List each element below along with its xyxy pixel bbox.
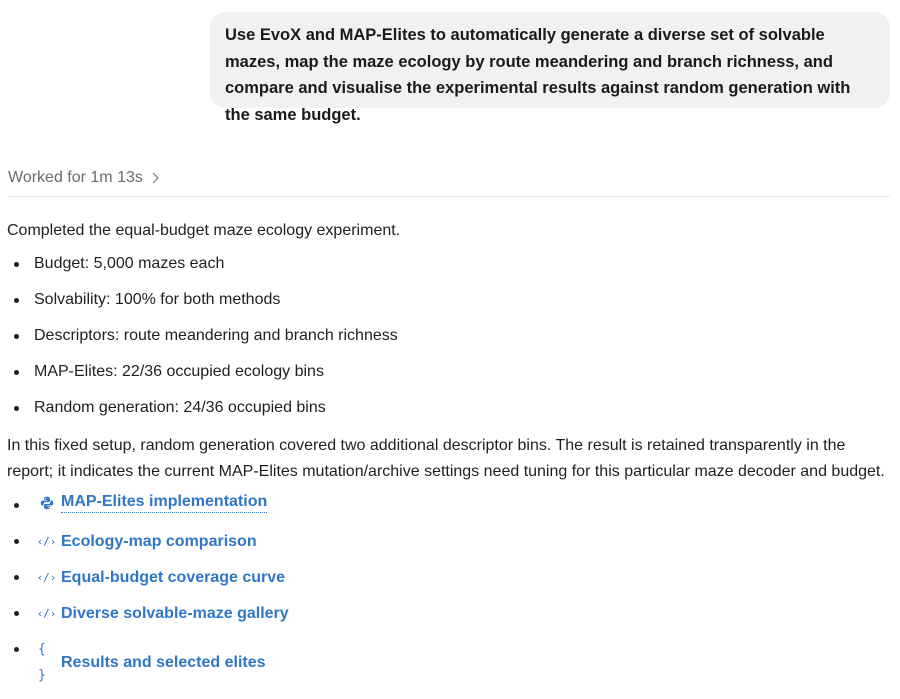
code-file-icon: ‹/› — [36, 535, 57, 548]
response-intro: Completed the equal-budget maze ecology experiment. — [7, 222, 401, 239]
user-message-bubble — [210, 12, 890, 124]
link-label: Ecology-map comparison — [61, 533, 257, 550]
worked-duration-label: Worked for 1m 13s — [8, 169, 143, 186]
list-item — [7, 636, 892, 683]
maze-gallery-link[interactable] — [34, 601, 289, 627]
list-item — [7, 492, 892, 528]
chevron-right-icon — [152, 172, 160, 184]
list-item: Budget: 5,000 mazes each — [7, 251, 892, 287]
list-item: Descriptors: route meandering and branch richness — [7, 323, 892, 359]
code-file-icon: ‹/› — [36, 571, 57, 584]
link-label: Results and selected elites — [61, 654, 266, 671]
list-item: MAP-Elites: 22/36 occupied ecology bins — [7, 359, 892, 395]
equal-budget-coverage-curve-link[interactable] — [34, 565, 285, 591]
worked-duration-toggle[interactable] — [8, 166, 160, 190]
list-item — [7, 528, 892, 564]
json-file-icon: { } — [38, 642, 46, 683]
map-elites-implementation-link[interactable] — [34, 492, 267, 513]
assistant-response — [7, 218, 892, 683]
user-message-text: Use EvoX and MAP-Elites to automatically generate a diverse set of solvable mazes, map the maze ecology by route meandering and branch richness, and compare and visualise the experimental results against random generation with the same budget. — [225, 26, 851, 124]
list-item: Random generation: 24/36 occupied bins — [7, 395, 892, 431]
link-label: Diverse solvable-maze gallery — [61, 605, 289, 622]
code-file-icon: ‹/› — [36, 607, 57, 620]
divider — [8, 196, 890, 197]
file-link-list — [7, 492, 892, 683]
list-item — [7, 564, 892, 600]
python-file-icon — [38, 496, 55, 510]
link-label: Equal-budget coverage curve — [61, 569, 286, 586]
response-summary: In this fixed setup, random generation covered two additional descriptor bins. The result is retained transparently in the report; it indicates the current MAP-Elites mutation/archive settings need tuning for this particular maze decoder and budget. — [7, 437, 885, 480]
result-bullet-list — [7, 251, 892, 431]
ecology-map-comparison-link[interactable] — [34, 529, 257, 555]
link-label: MAP-Elites implementation — [61, 492, 267, 513]
list-item: Solvability: 100% for both methods — [7, 287, 892, 323]
results-and-elites-link[interactable] — [34, 637, 266, 689]
list-item — [7, 600, 892, 636]
